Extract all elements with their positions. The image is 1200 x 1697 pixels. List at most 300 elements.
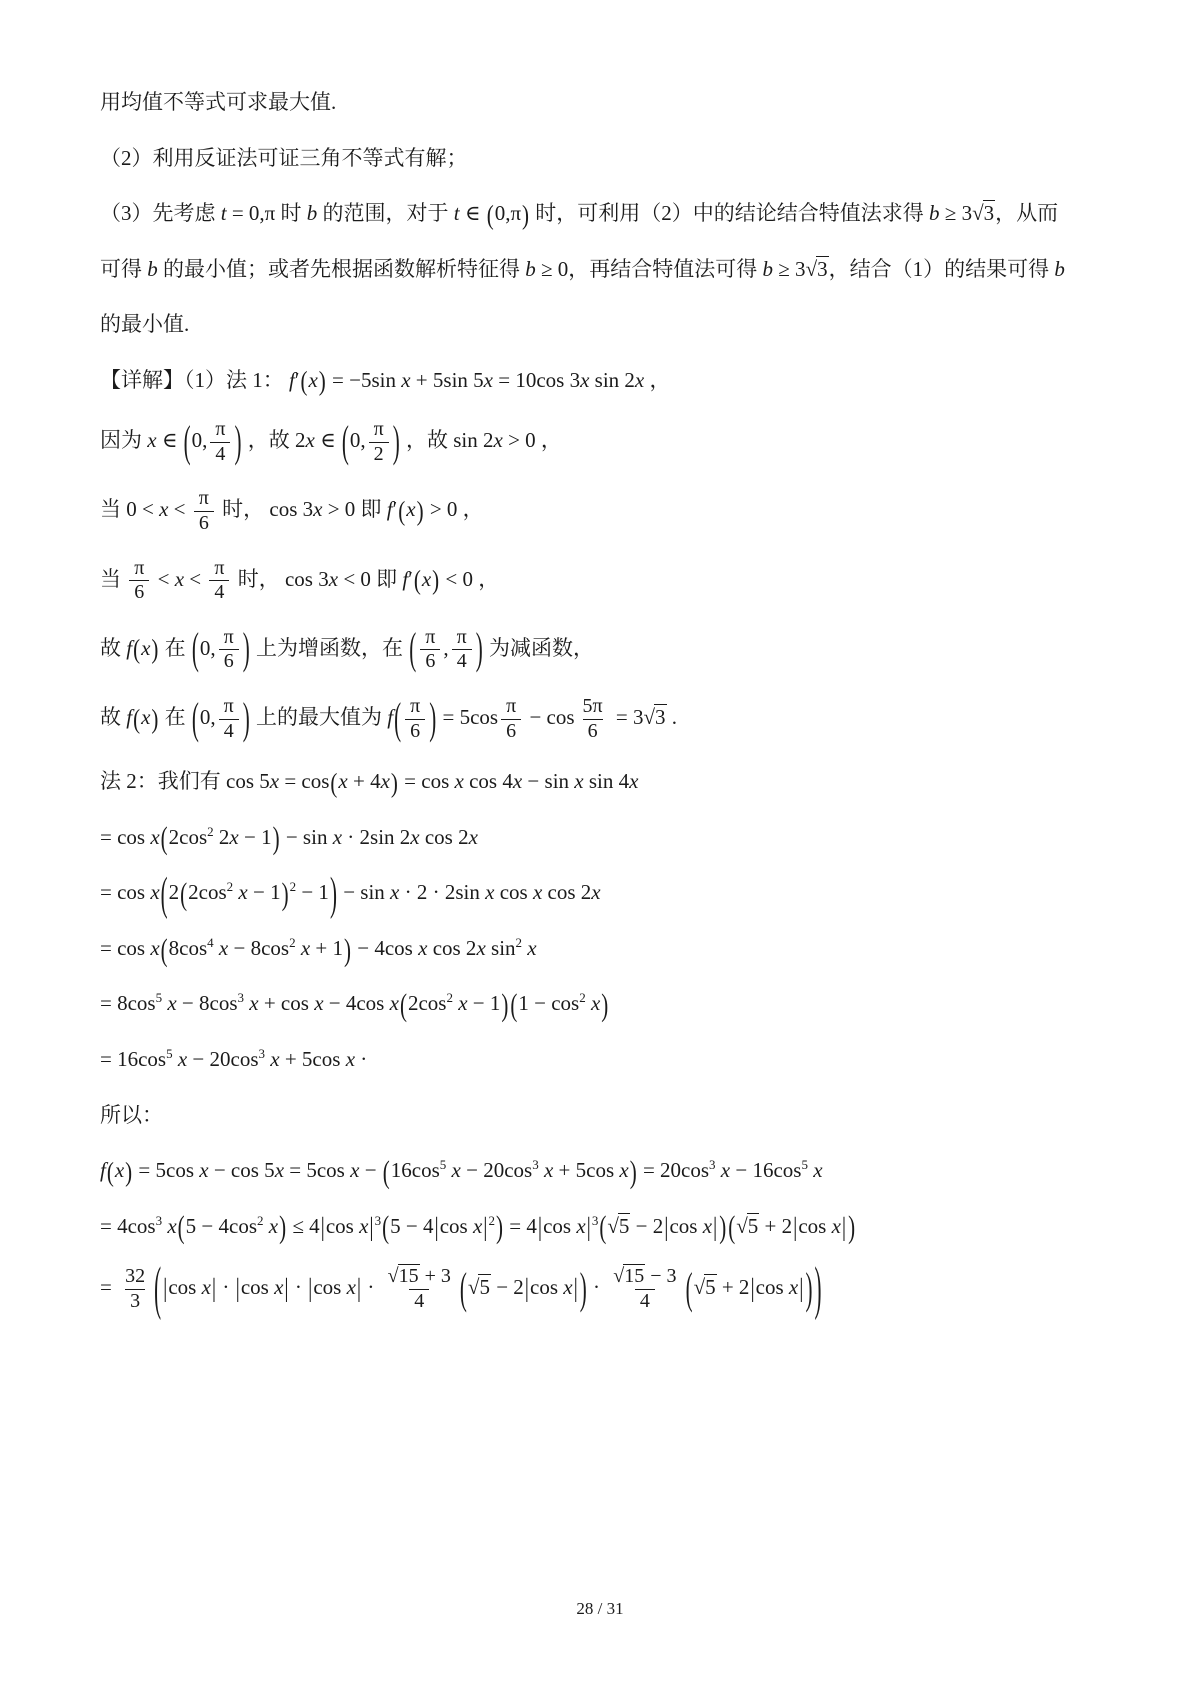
document-lines xyxy=(100,86,1104,1322)
exponent: 2 xyxy=(207,823,214,839)
text-run: 用均值不等式可求最大值. xyxy=(100,90,337,114)
text-run: 的最小值. xyxy=(100,312,190,337)
text-run: ≥ 3 xyxy=(939,201,973,226)
text-run: . xyxy=(666,704,678,729)
math-variable: x xyxy=(527,935,537,960)
math-variable: x xyxy=(141,704,151,729)
stretchy-paren: ) xyxy=(805,1262,813,1314)
math-variable: x xyxy=(468,824,478,849)
text-run: cos xyxy=(530,1275,564,1300)
exponent: 3 xyxy=(709,1157,716,1173)
text-run: 可得 xyxy=(100,256,148,281)
stretchy-paren: ) xyxy=(814,1254,822,1322)
text-run: 的最小值；或者先根据函数解析特征得 xyxy=(157,256,526,281)
text-run: sin 4 xyxy=(583,769,630,794)
math-variable: x xyxy=(406,497,416,522)
text-run: sin xyxy=(485,935,516,960)
exponent: 2 xyxy=(289,879,297,895)
math-variable: x xyxy=(332,824,343,849)
stretchy-paren: ) xyxy=(344,931,352,968)
text-run: − 8cos xyxy=(228,935,290,960)
exponent: 3 xyxy=(591,1212,599,1228)
abs-bar: | xyxy=(284,1272,289,1303)
stretchy-paren: ) xyxy=(281,875,289,912)
math-variable: x xyxy=(328,566,339,591)
text-run: + cos xyxy=(258,991,315,1016)
math-variable: x xyxy=(451,1158,461,1183)
text-run: · xyxy=(362,1275,380,1300)
exponent: 5 xyxy=(166,1045,173,1061)
math-variable: t xyxy=(453,201,460,226)
math-variable: f xyxy=(126,635,133,660)
math-variable: x xyxy=(619,1158,629,1183)
fraction: $\frac{\pi}{4}$ xyxy=(452,627,472,673)
text-run: + 2 xyxy=(716,1275,750,1300)
math-variable: b xyxy=(1054,256,1065,281)
stretchy-paren: ( xyxy=(106,1155,114,1188)
exponent: 2 xyxy=(579,990,586,1006)
math-variable: x xyxy=(150,880,160,905)
exponent: 3 xyxy=(532,1157,539,1173)
radical: √5 xyxy=(607,1213,630,1238)
fraction: $\frac{\pi}{6}$ xyxy=(501,696,521,742)
text-run: 1 − cos xyxy=(518,991,580,1016)
math-variable: x xyxy=(238,880,248,905)
stretchy-paren: ) xyxy=(629,1153,637,1190)
text-run: − 20cos xyxy=(460,1158,533,1183)
exponent: 2 xyxy=(515,934,523,950)
stretchy-paren: ( xyxy=(154,1254,162,1322)
stretchy-paren: ) xyxy=(151,633,159,665)
text-run: ，结合（1）的结果可得 xyxy=(828,256,1055,281)
text-run: 2 xyxy=(213,824,230,849)
stretchy-paren: ) xyxy=(416,495,424,527)
text-run: < xyxy=(168,497,191,522)
stretchy-paren: ( xyxy=(183,416,191,467)
inequality-step xyxy=(100,1210,1104,1244)
text-run: ， xyxy=(644,367,671,392)
stretchy-paren: ( xyxy=(160,867,168,920)
text-run: > 0 即 xyxy=(322,497,387,522)
math-variable: x xyxy=(147,428,157,453)
math-variable: x xyxy=(483,367,493,392)
text-run: · 2sin 2 xyxy=(342,824,411,849)
text-run: cos xyxy=(543,1213,577,1238)
text-run: cos xyxy=(798,1213,832,1238)
stretchy-paren: ) xyxy=(501,986,509,1023)
stretchy-paren: ( xyxy=(486,199,494,231)
text-run: = 0,π 时 xyxy=(226,201,307,226)
math-variable: x xyxy=(346,1275,356,1300)
stretchy-paren: ( xyxy=(510,986,518,1023)
stretchy-paren: ( xyxy=(177,1209,185,1246)
abs-bar: | xyxy=(793,1211,798,1242)
text-run: 时， cos 3 xyxy=(216,497,314,522)
stretchy-paren: ( xyxy=(409,623,417,675)
text-run: − 1 xyxy=(296,880,329,905)
text-run: 2 xyxy=(168,880,180,905)
stretchy-paren: ( xyxy=(180,875,188,912)
text-run: 当 0 < xyxy=(100,497,160,522)
stretchy-paren: ) xyxy=(848,1209,856,1246)
math-variable: x xyxy=(543,1158,554,1183)
text-run: 0, xyxy=(199,635,216,660)
text-run: ′ xyxy=(392,497,398,522)
text-run: − xyxy=(359,1158,382,1183)
exponent: 2 xyxy=(488,1212,495,1228)
math-variable: x xyxy=(150,824,160,849)
line-max-value xyxy=(100,692,1104,744)
text-run: cos xyxy=(755,1275,789,1300)
text-run: cos 2 xyxy=(542,880,592,905)
stretchy-paren: ) xyxy=(429,692,437,744)
stretchy-paren: ( xyxy=(413,564,421,596)
stretchy-paren: ( xyxy=(459,1262,467,1314)
text-run: 2cos xyxy=(168,824,208,849)
math-variable: x xyxy=(485,880,495,905)
math-variable: x xyxy=(476,935,486,960)
math-variable: f xyxy=(289,367,295,392)
radical: √3 xyxy=(805,256,828,281)
text-run: 上的最大值为 xyxy=(250,704,388,729)
radical: √5 xyxy=(736,1213,759,1238)
math-variable: x xyxy=(141,635,151,660)
text-run: 0,π xyxy=(494,201,522,226)
math-variable: x xyxy=(268,1213,279,1238)
fraction: $\frac{√15 - 3}{4}$ xyxy=(613,1265,677,1312)
derivation-step-1 xyxy=(100,820,1104,857)
text-run: · xyxy=(587,1275,606,1300)
fraction: $\frac{5\pi}{6}$ xyxy=(582,695,603,742)
line-domain xyxy=(100,416,1104,467)
text-run: ≥ 3 xyxy=(773,256,806,281)
math-variable: x xyxy=(421,566,432,591)
text-run: + 2 xyxy=(759,1213,793,1238)
text-run: = −5sin xyxy=(326,367,402,392)
text-run: − 1 xyxy=(247,880,281,905)
text-run: 【详解】（1）法 1： xyxy=(100,367,289,392)
text-run: 16cos xyxy=(390,1158,440,1183)
abs-bar: | xyxy=(163,1272,168,1303)
text-run: 法 2：我们有 cos 5 xyxy=(100,769,270,794)
text-run: · 2 · 2sin xyxy=(399,880,486,905)
stretchy-paren: ) xyxy=(242,623,250,675)
text-run: = 20cos xyxy=(637,1158,710,1183)
math-variable: x xyxy=(300,935,311,960)
math-variable: f xyxy=(126,704,133,729)
stretchy-paren: ) xyxy=(279,1209,287,1246)
radical: √5 xyxy=(693,1275,716,1300)
text-run: 因为 xyxy=(100,428,148,453)
abs-bar: | xyxy=(841,1211,847,1242)
stretchy-paren: ( xyxy=(341,416,349,467)
math-variable: x xyxy=(380,769,390,794)
exponent: 2 xyxy=(257,1212,264,1228)
math-variable: x xyxy=(350,1158,360,1183)
stretchy-paren: ( xyxy=(394,692,402,744)
radical: √3 xyxy=(643,704,666,729)
abs-bar: | xyxy=(799,1272,804,1303)
stretchy-paren: ( xyxy=(685,1262,693,1314)
stretchy-paren: ) xyxy=(392,416,400,467)
method-2-intro xyxy=(100,765,1104,798)
math-variable: x xyxy=(359,1213,369,1238)
solution-method1-intro xyxy=(100,364,1104,397)
abs-bar: | xyxy=(211,1272,217,1303)
math-variable: x xyxy=(574,769,584,794)
fx-expansion xyxy=(100,1153,1104,1190)
text-run: + 5sin 5 xyxy=(410,367,484,392)
abs-bar: | xyxy=(750,1272,755,1303)
stretchy-paren: ( xyxy=(599,1209,607,1246)
math-variable: x xyxy=(305,428,315,453)
text-run: − sin xyxy=(280,824,333,849)
exponent: 2 xyxy=(289,934,296,950)
fraction: $\frac{\pi}{6}$ xyxy=(129,558,149,604)
text-run: cos xyxy=(325,1213,360,1238)
math-variable: x xyxy=(389,991,399,1016)
radical: √3 xyxy=(972,201,995,226)
exponent: 5 xyxy=(439,1157,447,1173)
math-variable: x xyxy=(454,769,464,794)
stretchy-paren: ( xyxy=(191,692,199,744)
radical: √5 xyxy=(467,1275,490,1300)
math-variable: x xyxy=(418,935,428,960)
math-variable: x xyxy=(218,935,229,960)
text-run: ≥ 0，再结合特值法可得 xyxy=(535,256,763,281)
math-variable: t xyxy=(220,201,227,226)
text-run: − cos xyxy=(524,704,575,729)
text-run: > 0 ， xyxy=(424,497,484,522)
fraction: $\frac{\pi}{6}$ xyxy=(420,627,440,673)
stretchy-paren: ( xyxy=(382,1153,390,1190)
math-variable: b xyxy=(525,256,536,281)
text-run: cos 4 xyxy=(463,769,513,794)
math-variable: x xyxy=(512,769,523,794)
math-variable: x xyxy=(591,880,601,905)
text-run: = 5cos xyxy=(284,1158,351,1183)
stretchy-paren: ) xyxy=(601,986,609,1023)
para-hint-3c xyxy=(100,308,1104,341)
text-run: · xyxy=(355,1046,368,1071)
exponent: 3 xyxy=(258,1045,266,1061)
fraction: $\frac{32}{3}$ xyxy=(125,1265,146,1312)
fraction: $\frac{\pi}{2}$ xyxy=(369,419,389,465)
text-run: ′ xyxy=(408,566,413,591)
text-run: 所以： xyxy=(100,1102,163,1127)
text-run: + 1 xyxy=(310,935,344,960)
text-run: ∈ xyxy=(156,428,183,453)
text-run: 2cos xyxy=(407,991,447,1016)
text-run: > 0 ， xyxy=(502,428,562,453)
text-run: 为减函数， xyxy=(483,635,594,660)
text-run: − 4cos xyxy=(352,935,419,960)
text-run: 上为增函数，在 xyxy=(250,635,409,660)
math-variable: f xyxy=(100,1158,106,1183)
text-run: + 4 xyxy=(347,769,381,794)
text-run: = xyxy=(100,1275,118,1300)
text-run: , xyxy=(443,635,449,660)
math-variable: x xyxy=(590,991,601,1016)
math-variable: x xyxy=(274,1275,284,1300)
text-run: 0, xyxy=(349,428,366,453)
stretchy-paren: ) xyxy=(272,820,280,857)
abs-bar: | xyxy=(573,1272,578,1303)
text-run: · xyxy=(289,1275,308,1300)
text-run: 的范围，对于 xyxy=(317,201,454,226)
text-run: 2cos xyxy=(188,880,227,905)
math-variable: x xyxy=(493,428,503,453)
text-run: + 5cos xyxy=(279,1046,346,1071)
stretchy-paren: ) xyxy=(579,1262,587,1314)
para-method-1 xyxy=(100,86,1104,119)
math-variable: x xyxy=(338,769,348,794)
math-variable: x xyxy=(345,1046,356,1071)
text-run: − 1 xyxy=(467,991,501,1016)
abs-bar: | xyxy=(308,1272,313,1303)
math-variable: x xyxy=(159,497,169,522)
text-run: − sin xyxy=(337,880,391,905)
stretchy-paren: ) xyxy=(318,365,326,397)
text-run: − cos 5 xyxy=(208,1158,275,1183)
stretchy-paren: ( xyxy=(382,1209,390,1246)
math-variable: x xyxy=(580,367,590,392)
text-run: 在 xyxy=(159,704,191,729)
math-variable: x xyxy=(576,1213,586,1238)
fraction: $\frac{\pi}{4}$ xyxy=(210,419,230,465)
text-run: − 1 xyxy=(238,824,272,849)
exponent: 3 xyxy=(155,1212,163,1228)
text-run: = 5cos xyxy=(437,704,499,729)
fraction: $\frac{\pi}{6}$ xyxy=(219,627,239,673)
text-run: cos xyxy=(669,1213,703,1238)
math-variable: x xyxy=(314,991,324,1016)
math-variable: x xyxy=(472,1213,483,1238)
text-run: = cos xyxy=(398,769,455,794)
exponent: 5 xyxy=(801,1157,808,1173)
text-run: 0, xyxy=(199,704,216,729)
exponent: 5 xyxy=(155,990,163,1006)
math-variable: x xyxy=(308,367,318,392)
text-run: · xyxy=(217,1275,235,1300)
math-variable: x xyxy=(174,566,185,591)
para-hint-3a xyxy=(100,197,1104,230)
stretchy-paren: ) xyxy=(496,1209,503,1246)
text-run: − sin xyxy=(522,769,575,794)
math-variable: b xyxy=(306,201,318,226)
derivation-step-4 xyxy=(100,986,1104,1023)
text-run: ≤ 4 xyxy=(287,1213,320,1238)
stretchy-paren: ( xyxy=(191,623,199,675)
math-variable: x xyxy=(167,991,177,1016)
text-run: = 4cos xyxy=(100,1213,156,1238)
derivation-step-3 xyxy=(100,931,1104,968)
text-run: cos xyxy=(494,880,533,905)
abs-bar: | xyxy=(713,1211,718,1242)
text-run: − 20cos xyxy=(187,1046,259,1071)
text-run: cos xyxy=(168,1275,202,1300)
stretchy-paren: ) xyxy=(242,692,250,744)
text-run: 5 − 4 xyxy=(390,1213,434,1238)
text-run: = cos xyxy=(100,935,151,960)
text-run: ∈ xyxy=(459,201,486,226)
radical: √15 xyxy=(613,1265,645,1288)
text-run: < 0 即 xyxy=(338,566,403,591)
text-run: ，故 sin 2 xyxy=(400,428,494,453)
line-case-decreasing xyxy=(100,558,1104,604)
math-variable: f xyxy=(387,704,394,729)
math-variable: x xyxy=(813,1158,823,1183)
fraction: $\frac{\pi}{4}$ xyxy=(209,558,229,604)
math-variable: x xyxy=(270,1046,280,1071)
math-variable: x xyxy=(629,769,639,794)
line-case-increasing xyxy=(100,488,1104,534)
text-run: − 8cos xyxy=(176,991,238,1016)
math-variable: x xyxy=(831,1213,841,1238)
text-run: = cos xyxy=(279,769,330,794)
fraction: $\frac{\pi}{6}$ xyxy=(194,488,214,534)
text-run: （2）利用反证法可证三角不等式有解； xyxy=(100,145,468,170)
stretchy-paren: ) xyxy=(719,1209,727,1246)
abs-bar: | xyxy=(537,1211,543,1242)
para-hint-3b xyxy=(100,253,1104,286)
math-variable: x xyxy=(274,1158,285,1183)
exponent: 3 xyxy=(374,1212,382,1228)
math-variable: x xyxy=(563,1275,573,1300)
text-run: ∈ xyxy=(314,428,341,453)
math-variable: x xyxy=(702,1213,713,1238)
text-run: （3）先考虑 xyxy=(100,201,221,226)
text-run: − 2 xyxy=(490,1275,524,1300)
math-variable: x xyxy=(634,367,645,392)
para-therefore xyxy=(100,1099,1104,1132)
stretchy-paren: ) xyxy=(475,623,483,675)
text-run: 在 xyxy=(159,635,191,660)
math-variable: x xyxy=(410,824,420,849)
math-variable: b xyxy=(147,256,158,281)
stretchy-paren: ) xyxy=(390,767,398,799)
stretchy-paren: ) xyxy=(432,564,440,596)
stretchy-paren: ( xyxy=(300,365,308,397)
text-run: = cos xyxy=(100,824,151,849)
math-variable: x xyxy=(390,880,400,905)
text-run: 故 xyxy=(100,635,127,660)
text-run: ，故 2 xyxy=(242,428,306,453)
text-run: + 5cos xyxy=(553,1158,620,1183)
stretchy-paren: ( xyxy=(399,986,407,1023)
text-run: cos 2 xyxy=(427,935,477,960)
exponent: 2 xyxy=(446,990,453,1006)
abs-bar: | xyxy=(235,1272,240,1303)
fraction: $\frac{√15 + 3}{4}$ xyxy=(387,1265,451,1312)
text-run: = 4 xyxy=(504,1213,537,1238)
text-run: < xyxy=(184,566,207,591)
math-variable: b xyxy=(929,201,940,226)
text-run: − 16cos xyxy=(730,1158,802,1183)
abs-bar: | xyxy=(483,1211,488,1242)
math-variable: x xyxy=(114,1158,125,1183)
exponent: 3 xyxy=(237,990,245,1006)
abs-bar: | xyxy=(356,1272,362,1303)
stretchy-paren: ( xyxy=(160,820,168,857)
abs-bar: | xyxy=(524,1272,529,1303)
stretchy-paren: ( xyxy=(160,931,168,968)
text-run: = 10cos 3 xyxy=(492,367,581,392)
text-run: = 8cos xyxy=(100,991,156,1016)
math-variable: x xyxy=(401,367,411,392)
text-run: − 2 xyxy=(630,1213,664,1238)
text-run: ′ xyxy=(294,367,300,392)
